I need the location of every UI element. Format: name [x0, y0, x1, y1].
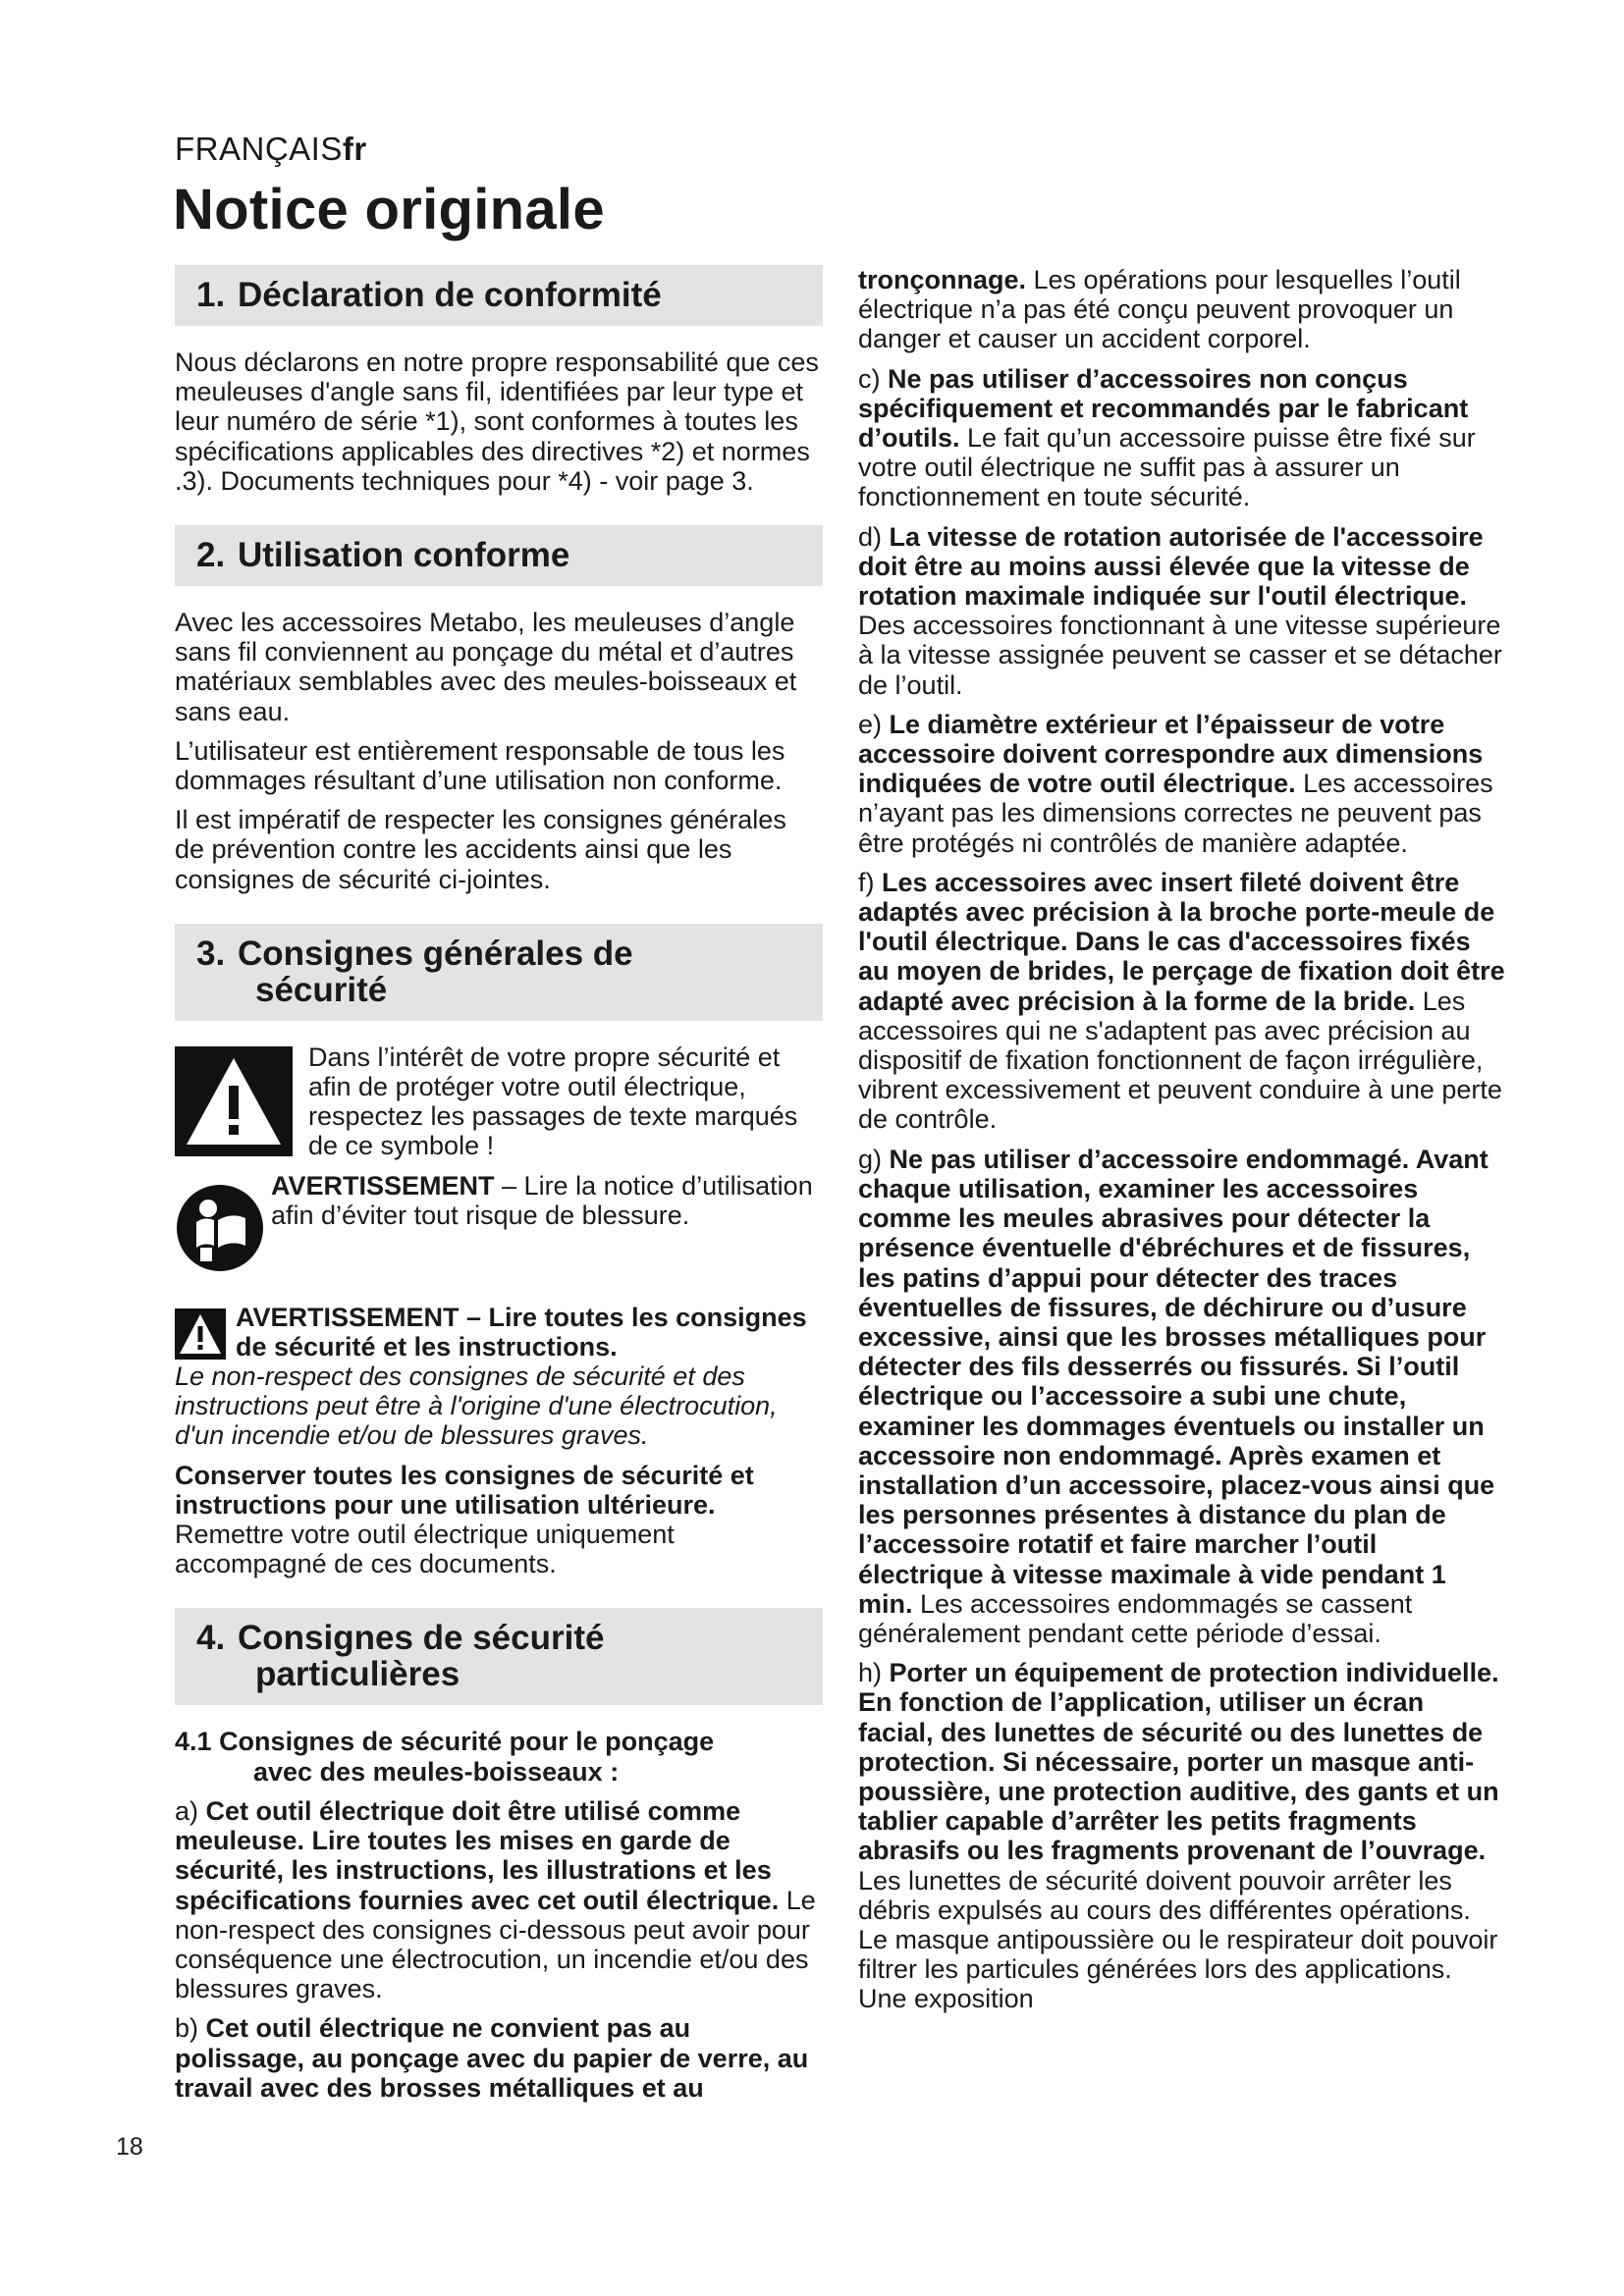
language-code: fr: [342, 131, 367, 167]
section-2-paragraph-3: Il est impératif de respecter les consignes générales de prévention contre les accidents ainsi que les consignes de sécurité ci-jointes.: [175, 805, 786, 894]
manual-note: [175, 1171, 823, 1273]
left-column: [175, 265, 823, 2112]
keep-instructions-paragraph: Conserver toutes les consignes de sécurité et instructions pour une utilisation ultérieure. Remettre votre outil électrique uniquement accompagné de ces documents.: [175, 1460, 754, 1579]
read-manual-icon: [175, 1183, 265, 1273]
item-h: h) Porter un équipement de protection individuelle. En fonction de l’application, utiliser un écran facial, des lunettes de sécurité ou des lunettes de protection. Si nécessaire, porter un masque anti-poussière, une protection auditive, des gants et un tablier capable d’arrêter les petits fragments abrasifs ou les fragments provenant de l’ouvrage. Les lunettes de sécurité doivent pouvoir arrêter les débris expulsés au cours des différentes opérations. Le masque antipoussière ou le respirateur doit pouvoir filtrer les particules générées lors des applications. Une exposition: [858, 1658, 1499, 2014]
warning-symbol-note: [175, 1042, 823, 1161]
right-column: [858, 265, 1506, 2024]
language-name: FRANÇAIS: [175, 131, 343, 167]
warning-symbol-text: Dans l’intérêt de votre propre sécurité et afin de protéger votre outil électrique, respectez les passages de texte marqués de ce symbole !: [308, 1041, 798, 1161]
section-1-paragraph: Nous déclarons en notre propre responsabilité que ces meuleuses d'angle sans fil, identifiées par leur type et leur numéro de série *1), sont conformes à toutes les spécifications applicables des directives *2) et normes .3). Documents techniques pour *4) - voir page 3.: [175, 347, 819, 496]
manual-text: AVERTISSEMENT – Lire la notice d’utilisation afin d’éviter tout risque de blessure.: [271, 1170, 813, 1230]
warning-all-instructions: [175, 1303, 823, 1362]
item-d: d) La vitesse de rotation autorisée de l'accessoire doit être au moins aussi élevée que la vitesse de rotation maximale indiquée sur l'outil électrique. Des accessoires fonctionnant à une vitesse supérieure à la vitesse assignée peuvent se casser et se détacher de l’outil.: [858, 521, 1502, 700]
item-b-continued: tronçonnage. Les opérations pour lesquelles l’outil électrique n’a pas été conçu peuvent provoquer un danger et causer un accident corporel.: [858, 265, 1461, 354]
warning-triangle-small-icon: [175, 1308, 226, 1360]
section-2-paragraph-2: L’utilisateur est entièrement responsable de tous les dommages résultant d’une utilisation non conforme.: [175, 735, 785, 796]
item-a: a) Cet outil électrique doit être utilisé comme meuleuse. Lire toutes les mises en garde de sécurité, les instructions, les illustrations et les spécifications fournies avec cet outil électrique. Le non-respect des consignes ci-dessous peut avoir pour conséquence une électrocution, un incendie et/ou des blessures graves.: [175, 1795, 816, 2004]
page-number: 18: [116, 2133, 143, 2161]
item-g: g) Ne pas utiliser d’accessoire endommagé. Avant chaque utilisation, examiner les accessoires comme les meules abrasives pour détecter la présence éventuelle d'ébréchures et de fissures, les patins d’appui pour détecter des traces éventuelles de fissures, de déchirure ou d’usure excessive, ainsi que les brosses métalliques pour détecter des fils desserrés ou fissurés. Si l’outil électrique ou l’accessoire a subi une chute, examiner les dommages éventuels ou installer un accessoire non endommagé. Après examen et installation d’un accessoire, placez-vous ainsi que les personnes présentes à distance du plan de l’accessoire rotatif et faire marcher l’outil électrique à vitesse maximale à vide pendant 1 min. Les accessoires endommagés se cassent généralement pendant cette période d’essai.: [858, 1144, 1495, 1648]
warning-all-instructions-title: AVERTISSEMENT – Lire toutes les consignes de sécurité et les instructions.: [236, 1302, 807, 1362]
section-2-heading: 2. Utilisation conforme: [175, 525, 823, 586]
section-4-heading: 4. Consignes de sécurité particulières: [175, 1608, 823, 1705]
section-3-heading: 3. Consignes générales de sécurité: [175, 924, 823, 1021]
item-c: c) Ne pas utiliser d’accessoires non conçus spécifiquement et recommandés par le fabricant d’outils. Le fait qu’un accessoire puisse être fixé sur votre outil électrique ne suffit pas à assurer un fonctionnement en toute sécurité.: [858, 363, 1476, 512]
item-f: f) Les accessoires avec insert fileté doivent être adaptés avec précision à la broche porte-meule de l'outil électrique. Dans le cas d'accessoires fixés au moyen de brides, le perçage de fixation doit être adapté avec précision à la forme de la bride. Les accessoires qui ne s'adaptent pas avec précision au dispositif de fixation fonctionnent de façon irrégulière, vibrent excessivement et peuvent conduire à une perte de contrôle.: [858, 867, 1505, 1135]
warning-triangle-icon: [175, 1046, 293, 1156]
item-e: e) Le diamètre extérieur et l’épaisseur de votre accessoire doivent correspondre aux dimensions indiquées de votre outil électrique. Les accessoires n’ayant pas les dimensions correctes ne peuvent pas être protégés ni contrôlés de manière adaptée.: [858, 709, 1493, 858]
page-title: Notice originale: [173, 178, 605, 241]
subsection-4-1-heading: 4.1 Consignes de sécurité pour le ponçage avec des meules-boisseaux :: [175, 1727, 715, 1787]
section-2-paragraph-1: Avec les accessoires Metabo, les meuleuses d’angle sans fil conviennent au ponçage du métal et d’autres matériaux semblables avec des meules-boisseaux et sans eau.: [175, 608, 797, 726]
warning-italic-text: Le non-respect des consignes de sécurité et des instructions peut être à l'origine d'une électrocution, d'un incendie et/ou de blessures graves.: [175, 1362, 778, 1451]
section-1-heading: 1. Déclaration de conformité: [175, 265, 823, 326]
item-b: b) Cet outil électrique ne convient pas au polissage, au ponçage avec du papier de verre, au travail avec des brosses métalliques et au: [175, 2013, 809, 2103]
language-label: [175, 131, 367, 168]
